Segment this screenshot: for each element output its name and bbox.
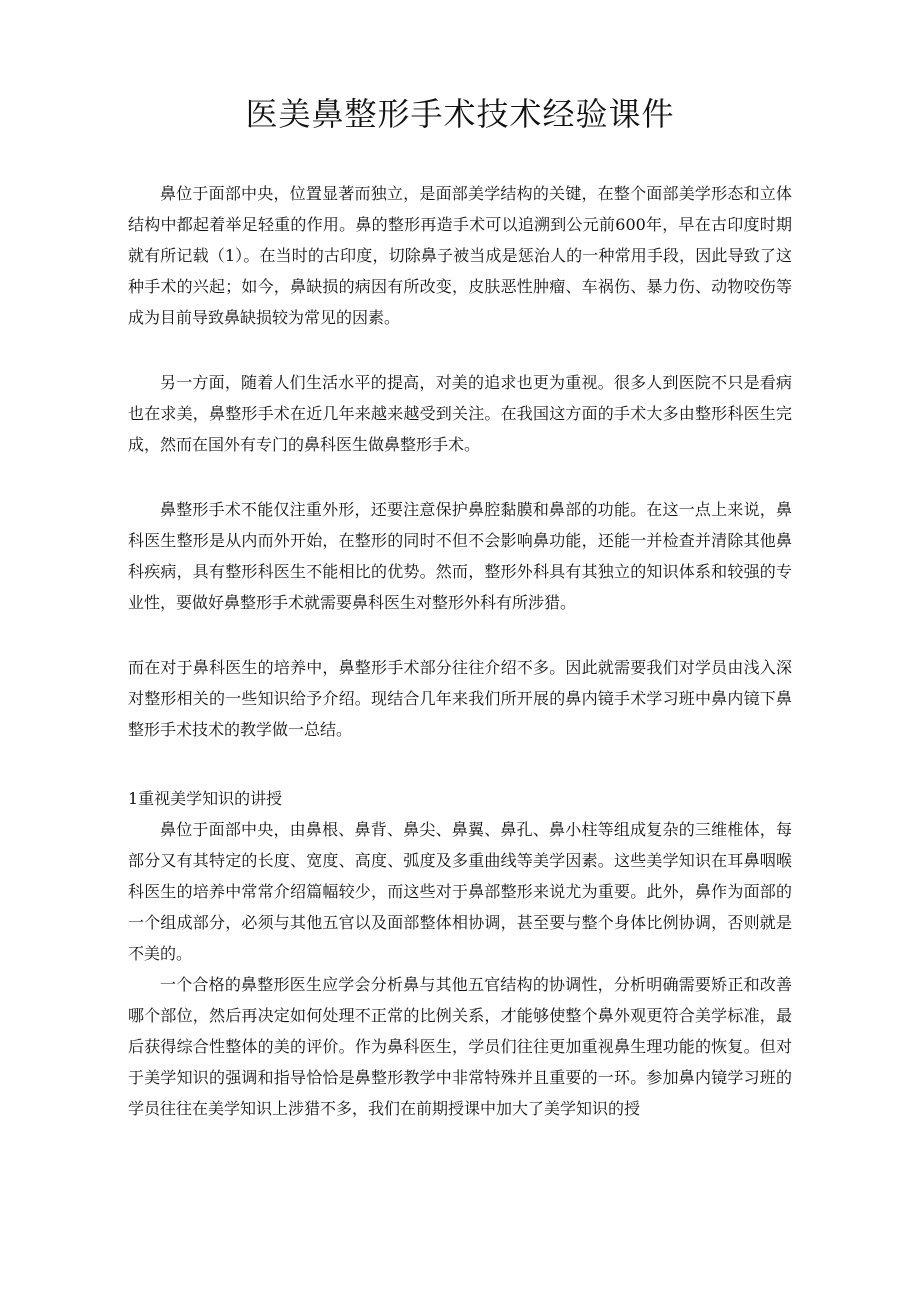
paragraph-gap xyxy=(128,618,792,652)
paragraph-aesthetic-demand: 另一方面，随着人们生活水平的提高，对美的追求也更为重视。很多人到医院不只是看病也在求美，鼻整形手术在近几年来越来越受到关注。在我国这方面的手术大多由整形科医生完成，然而在国外有专门的鼻科医生做鼻整形手术。 xyxy=(128,373,792,454)
paragraph-function: 鼻整形手术不能仅注重外形，还要注意保护鼻腔黏膜和鼻部的功能。在这一点上来说，鼻科医生整形是从内而外开始，在整形的同时不但不会影响鼻功能，还能一并检查并清除其他鼻科疾病，具有整形科医生不能相比的优势。然而，整形外科具有其独立的知识体系和较强的专业性，要做好鼻整形手术就需要鼻科医生对整形外科有所涉猎。 xyxy=(128,500,792,612)
section-heading-1: 1重视美学知识的讲授 xyxy=(128,789,283,808)
paragraph-intro: 鼻位于面部中央，位置显著而独立，是面部美学结构的关键，在整个面部美学形态和立体结构中都起着举足轻重的作用。鼻的整形再造手术可以追溯到公元前600年，早在古印度时期就有所记载（1）。在当时的古印度，切除鼻子被当成是惩治人的一种常用手段，因此导致了这种手术的兴起；如今，鼻缺损的病因有所改变，皮肤恶性肿瘤、车祸伤、暴力伤、动物咬伤等成为目前导致鼻缺损较为常见的因素。 xyxy=(128,184,792,327)
section1-paragraph-structure: 鼻位于面部中央，由鼻根、鼻背、鼻尖、鼻翼、鼻孔、鼻小柱等组成复杂的三维椎体，每部分又有其特定的长度、宽度、高度、弧度及多重曲线等美学因素。这些美学知识在耳鼻咽喉科医生的培养中常常介绍篇幅较少，而这些对于鼻部整形来说尤为重要。此外，鼻作为面部的一个组成部分，必须与其他五官以及面部整体相协调，甚至要与整个身体比例协调，否则就是不美的。 xyxy=(128,820,792,963)
paragraph-gap xyxy=(128,745,792,783)
section1-paragraph-analysis: 一个合格的鼻整形医生应学会分析鼻与其他五官结构的协调性，分析明确需要矫正和改善哪个部位，然后再决定如何处理不正常的比例关系，才能够使整个鼻外观更符合美学标准，最后获得综合性整体的美的评价。作为鼻科医生，学员们往往更加重视鼻生理功能的恢复。但对于美学知识的强调和指导恰恰是鼻整形教学中非常特殊并且重要的一环。参加鼻内镜学习班的学员往往在美学知识上涉猎不多，我们在前期授课中加大了美学知识的授 xyxy=(128,975,792,1118)
paragraph-training: 而在对于鼻科医生的培养中，鼻整形手术部分往往介绍不多。因此就需要我们对学员由浅入深对整形相关的一些知识给予介绍。现结合几年来我们所开展的鼻内镜手术学习班中鼻内镜下鼻整形手术技术的教学做一总结。 xyxy=(128,658,792,739)
document-title: 医美鼻整形手术技术经验课件 xyxy=(245,95,675,133)
paragraph-gap xyxy=(128,460,792,494)
paragraph-gap xyxy=(128,333,792,367)
